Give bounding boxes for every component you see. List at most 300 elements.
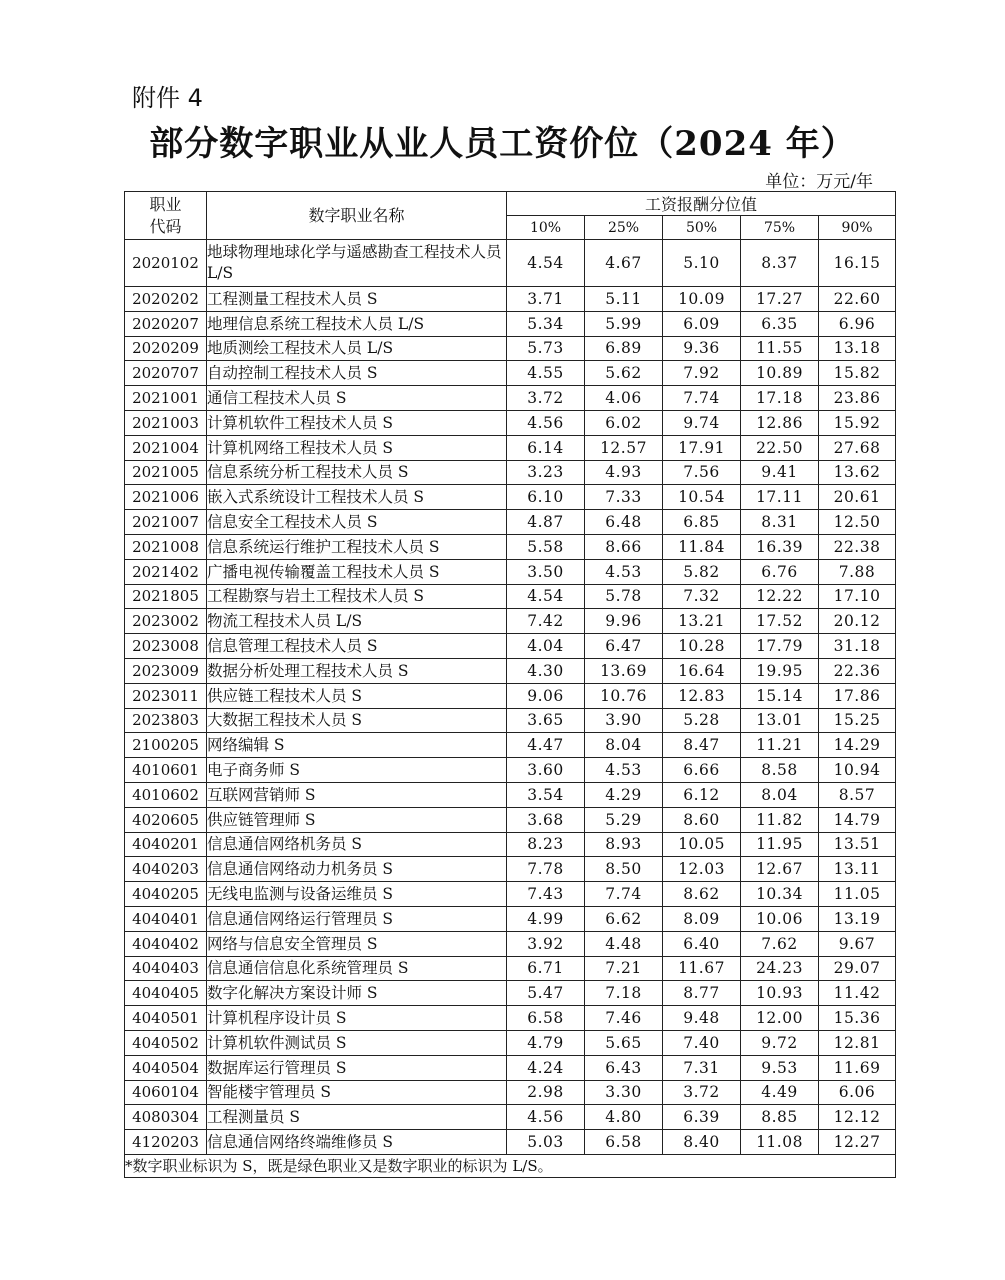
wage-p50: 8.40 [663, 1130, 741, 1155]
wage-p75: 6.35 [741, 311, 819, 336]
wage-p25: 3.30 [585, 1080, 663, 1105]
table-row [125, 882, 896, 907]
table-row [125, 708, 896, 733]
wage-p75: 9.53 [741, 1055, 819, 1080]
occupation-name: 供应链管理师 S [207, 807, 507, 832]
wage-p25: 6.62 [585, 906, 663, 931]
wage-p90: 6.96 [819, 311, 896, 336]
occupation-name: 信息通信网络机务员 S [207, 832, 507, 857]
occupation-name: 互联网营销师 S [207, 782, 507, 807]
wage-p90: 13.19 [819, 906, 896, 931]
wage-p25: 6.89 [585, 336, 663, 361]
wage-p90: 27.68 [819, 435, 896, 460]
occupation-code: 2023002 [125, 609, 207, 634]
occupation-name: 供应链工程技术人员 S [207, 683, 507, 708]
wage-p10: 3.65 [507, 708, 585, 733]
occupation-code: 2021805 [125, 584, 207, 609]
wage-p25: 6.47 [585, 634, 663, 659]
wage-p50: 8.09 [663, 906, 741, 931]
wage-p50: 9.36 [663, 336, 741, 361]
wage-p25: 5.99 [585, 311, 663, 336]
wage-p90: 14.29 [819, 733, 896, 758]
occupation-name: 电子商务师 S [207, 758, 507, 783]
occupation-code: 2021004 [125, 435, 207, 460]
table-row [125, 287, 896, 312]
wage-p25: 5.78 [585, 584, 663, 609]
table-row [125, 240, 896, 287]
occupation-name: 嵌入式系统设计工程技术人员 S [207, 485, 507, 510]
wage-p50: 13.21 [663, 609, 741, 634]
table-row [125, 634, 896, 659]
wage-p25: 6.48 [585, 510, 663, 535]
table-row [125, 1080, 896, 1105]
occupation-code: 2021003 [125, 410, 207, 435]
occupation-name: 信息通信信息化系统管理员 S [207, 956, 507, 981]
wage-p75: 8.31 [741, 510, 819, 535]
wage-p50: 6.09 [663, 311, 741, 336]
wage-p25: 4.29 [585, 782, 663, 807]
wage-p90: 9.67 [819, 931, 896, 956]
unit-label: 单位：万元/年 [765, 172, 873, 192]
wage-p50: 8.62 [663, 882, 741, 907]
wage-p25: 7.33 [585, 485, 663, 510]
occupation-name: 通信工程技术人员 S [207, 386, 507, 411]
wage-p10: 5.03 [507, 1130, 585, 1155]
occupation-name: 地球物理地球化学与遥感勘查工程技术人员 L/S [207, 240, 507, 287]
table-row [125, 683, 896, 708]
wage-p90: 20.61 [819, 485, 896, 510]
wage-p90: 11.05 [819, 882, 896, 907]
wage-p10: 5.58 [507, 534, 585, 559]
wage-p25: 4.06 [585, 386, 663, 411]
wage-p50: 7.40 [663, 1030, 741, 1055]
table-row [125, 1055, 896, 1080]
wage-p75: 12.86 [741, 410, 819, 435]
wage-p75: 17.27 [741, 287, 819, 312]
wage-p50: 10.54 [663, 485, 741, 510]
header-code: 职业 代码 [125, 192, 207, 240]
wage-p90: 8.57 [819, 782, 896, 807]
table-row [125, 435, 896, 460]
wage-p10: 5.34 [507, 311, 585, 336]
occupation-name: 地质测绘工程技术人员 L/S [207, 336, 507, 361]
wage-p10: 6.10 [507, 485, 585, 510]
header-p10: 10% [507, 216, 585, 240]
wage-p50: 7.56 [663, 460, 741, 485]
table-row [125, 1130, 896, 1155]
table-row [125, 361, 896, 386]
table-row [125, 807, 896, 832]
occupation-code: 4040403 [125, 956, 207, 981]
table-row [125, 1105, 896, 1130]
occupation-name: 地理信息系统工程技术人员 L/S [207, 311, 507, 336]
wage-p50: 12.83 [663, 683, 741, 708]
wage-p75: 10.06 [741, 906, 819, 931]
attachment-label: 附件 4 [132, 84, 203, 112]
wage-p10: 4.04 [507, 634, 585, 659]
occupation-code: 4040205 [125, 882, 207, 907]
wage-p25: 7.74 [585, 882, 663, 907]
wage-p25: 6.43 [585, 1055, 663, 1080]
wage-p25: 12.57 [585, 435, 663, 460]
wage-p90: 17.10 [819, 584, 896, 609]
wage-p50: 10.09 [663, 287, 741, 312]
occupation-name: 网络编辑 S [207, 733, 507, 758]
wage-p50: 6.66 [663, 758, 741, 783]
occupation-name: 计算机程序设计员 S [207, 1006, 507, 1031]
occupation-code: 2023011 [125, 683, 207, 708]
table-row [125, 733, 896, 758]
header-percentile-group: 工资报酬分位值 [507, 192, 896, 216]
wage-p25: 10.76 [585, 683, 663, 708]
wage-p10: 4.99 [507, 906, 585, 931]
occupation-name: 自动控制工程技术人员 S [207, 361, 507, 386]
wage-p10: 3.54 [507, 782, 585, 807]
occupation-code: 2021005 [125, 460, 207, 485]
wage-p10: 3.60 [507, 758, 585, 783]
wage-p75: 9.41 [741, 460, 819, 485]
table-row [125, 782, 896, 807]
occupation-code: 4040201 [125, 832, 207, 857]
wage-p75: 17.18 [741, 386, 819, 411]
wage-p75: 24.23 [741, 956, 819, 981]
wage-p10: 4.54 [507, 240, 585, 287]
wage-p25: 6.58 [585, 1130, 663, 1155]
wage-p50: 16.64 [663, 658, 741, 683]
wage-p25: 8.50 [585, 857, 663, 882]
wage-p90: 12.50 [819, 510, 896, 535]
occupation-code: 2021008 [125, 534, 207, 559]
wage-p75: 10.93 [741, 981, 819, 1006]
wage-p90: 15.36 [819, 1006, 896, 1031]
wage-p75: 17.11 [741, 485, 819, 510]
occupation-name: 工程测量员 S [207, 1105, 507, 1130]
wage-p75: 8.58 [741, 758, 819, 783]
wage-p10: 4.30 [507, 658, 585, 683]
table-footnote: *数字职业标识为 S，既是绿色职业又是数字职业的标识为 L/S。 [125, 1154, 896, 1177]
wage-p50: 6.39 [663, 1105, 741, 1130]
wage-p90: 13.18 [819, 336, 896, 361]
wage-p25: 3.90 [585, 708, 663, 733]
wage-p75: 9.72 [741, 1030, 819, 1055]
wage-p10: 4.54 [507, 584, 585, 609]
table-row [125, 981, 896, 1006]
wage-p50: 5.10 [663, 240, 741, 287]
wage-p50: 11.84 [663, 534, 741, 559]
wage-p25: 5.65 [585, 1030, 663, 1055]
table-row [125, 906, 896, 931]
wage-p10: 4.55 [507, 361, 585, 386]
wage-p25: 4.67 [585, 240, 663, 287]
occupation-name: 信息通信网络运行管理员 S [207, 906, 507, 931]
wage-p90: 13.62 [819, 460, 896, 485]
wage-p25: 4.93 [585, 460, 663, 485]
occupation-name: 网络与信息安全管理员 S [207, 931, 507, 956]
wage-p90: 15.82 [819, 361, 896, 386]
wage-p90: 15.25 [819, 708, 896, 733]
occupation-code: 4040401 [125, 906, 207, 931]
table-row [125, 460, 896, 485]
wage-p50: 6.40 [663, 931, 741, 956]
wage-p10: 8.23 [507, 832, 585, 857]
occupation-code: 2020707 [125, 361, 207, 386]
wage-p10: 7.42 [507, 609, 585, 634]
wage-p25: 4.53 [585, 758, 663, 783]
wage-p75: 12.22 [741, 584, 819, 609]
occupation-code: 4040504 [125, 1055, 207, 1080]
wage-p10: 7.43 [507, 882, 585, 907]
wage-p75: 8.04 [741, 782, 819, 807]
wage-p50: 8.77 [663, 981, 741, 1006]
wage-p10: 5.73 [507, 336, 585, 361]
occupation-code: 2020102 [125, 240, 207, 287]
wage-p75: 11.08 [741, 1130, 819, 1155]
wage-p50: 7.74 [663, 386, 741, 411]
wage-p75: 12.00 [741, 1006, 819, 1031]
wage-p75: 11.95 [741, 832, 819, 857]
occupation-code: 2021001 [125, 386, 207, 411]
wage-p90: 13.51 [819, 832, 896, 857]
occupation-name: 工程勘察与岩土工程技术人员 S [207, 584, 507, 609]
occupation-name: 无线电监测与设备运维员 S [207, 882, 507, 907]
wage-p90: 22.38 [819, 534, 896, 559]
table-row [125, 609, 896, 634]
occupation-name: 信息安全工程技术人员 S [207, 510, 507, 535]
wage-p25: 5.29 [585, 807, 663, 832]
wage-p90: 12.81 [819, 1030, 896, 1055]
wage-p25: 5.11 [585, 287, 663, 312]
occupation-name: 信息通信网络终端维修员 S [207, 1130, 507, 1155]
wage-p90: 7.88 [819, 559, 896, 584]
wage-p10: 9.06 [507, 683, 585, 708]
wage-p90: 23.86 [819, 386, 896, 411]
wage-p25: 9.96 [585, 609, 663, 634]
wage-p25: 7.46 [585, 1006, 663, 1031]
wage-p50: 5.28 [663, 708, 741, 733]
wage-p75: 17.52 [741, 609, 819, 634]
occupation-code: 2023008 [125, 634, 207, 659]
occupation-code: 2021006 [125, 485, 207, 510]
wage-p90: 22.36 [819, 658, 896, 683]
wage-p90: 6.06 [819, 1080, 896, 1105]
wage-p50: 7.92 [663, 361, 741, 386]
occupation-code: 4010602 [125, 782, 207, 807]
occupation-name: 大数据工程技术人员 S [207, 708, 507, 733]
wage-p50: 3.72 [663, 1080, 741, 1105]
occupation-name: 信息通信网络动力机务员 S [207, 857, 507, 882]
occupation-code: 4040501 [125, 1006, 207, 1031]
table-row [125, 584, 896, 609]
wage-p10: 4.79 [507, 1030, 585, 1055]
wage-p75: 8.85 [741, 1105, 819, 1130]
wage-table [124, 191, 896, 1178]
wage-p90: 12.27 [819, 1130, 896, 1155]
table-row [125, 832, 896, 857]
wage-p50: 7.31 [663, 1055, 741, 1080]
wage-p50: 12.03 [663, 857, 741, 882]
wage-p75: 17.79 [741, 634, 819, 659]
wage-p90: 11.69 [819, 1055, 896, 1080]
wage-p75: 19.95 [741, 658, 819, 683]
occupation-code: 4080304 [125, 1105, 207, 1130]
wage-p25: 8.66 [585, 534, 663, 559]
wage-p50: 7.32 [663, 584, 741, 609]
wage-p10: 6.14 [507, 435, 585, 460]
occupation-code: 2100205 [125, 733, 207, 758]
wage-p10: 4.47 [507, 733, 585, 758]
wage-p10: 7.78 [507, 857, 585, 882]
wage-p50: 9.48 [663, 1006, 741, 1031]
wage-p75: 4.49 [741, 1080, 819, 1105]
wage-p25: 7.18 [585, 981, 663, 1006]
wage-p10: 2.98 [507, 1080, 585, 1105]
wage-p50: 6.12 [663, 782, 741, 807]
wage-p50: 8.47 [663, 733, 741, 758]
table-row [125, 1030, 896, 1055]
wage-p25: 6.02 [585, 410, 663, 435]
wage-p90: 29.07 [819, 956, 896, 981]
occupation-code: 4040502 [125, 1030, 207, 1055]
occupation-code: 4040405 [125, 981, 207, 1006]
wage-p25: 4.48 [585, 931, 663, 956]
table-row [125, 956, 896, 981]
wage-p90: 13.11 [819, 857, 896, 882]
wage-p90: 20.12 [819, 609, 896, 634]
wage-p75: 12.67 [741, 857, 819, 882]
header-p90: 90% [819, 216, 896, 240]
wage-p10: 3.23 [507, 460, 585, 485]
occupation-code: 4120203 [125, 1130, 207, 1155]
occupation-name: 数据库运行管理员 S [207, 1055, 507, 1080]
occupation-code: 2021007 [125, 510, 207, 535]
wage-p75: 13.01 [741, 708, 819, 733]
header-p25: 25% [585, 216, 663, 240]
wage-p90: 22.60 [819, 287, 896, 312]
wage-p90: 14.79 [819, 807, 896, 832]
occupation-code: 4010601 [125, 758, 207, 783]
wage-p25: 8.04 [585, 733, 663, 758]
wage-p75: 11.55 [741, 336, 819, 361]
wage-p90: 16.15 [819, 240, 896, 287]
wage-p10: 5.47 [507, 981, 585, 1006]
header-p50: 50% [663, 216, 741, 240]
table-row [125, 758, 896, 783]
wage-p75: 11.82 [741, 807, 819, 832]
occupation-name: 计算机软件工程技术人员 S [207, 410, 507, 435]
occupation-code: 2020202 [125, 287, 207, 312]
wage-p75: 15.14 [741, 683, 819, 708]
wage-p75: 6.76 [741, 559, 819, 584]
wage-p75: 16.39 [741, 534, 819, 559]
occupation-code: 4040203 [125, 857, 207, 882]
wage-p75: 11.21 [741, 733, 819, 758]
occupation-name: 计算机网络工程技术人员 S [207, 435, 507, 460]
wage-p10: 3.71 [507, 287, 585, 312]
occupation-code: 2020209 [125, 336, 207, 361]
occupation-name: 信息系统运行维护工程技术人员 S [207, 534, 507, 559]
wage-p10: 3.68 [507, 807, 585, 832]
wage-p50: 6.85 [663, 510, 741, 535]
wage-p50: 10.05 [663, 832, 741, 857]
table-row [125, 510, 896, 535]
occupation-name: 计算机软件测试员 S [207, 1030, 507, 1055]
occupation-name: 信息系统分析工程技术人员 S [207, 460, 507, 485]
table-row [125, 658, 896, 683]
table-row [125, 311, 896, 336]
occupation-name: 广播电视传输覆盖工程技术人员 S [207, 559, 507, 584]
wage-p75: 7.62 [741, 931, 819, 956]
wage-p25: 5.62 [585, 361, 663, 386]
wage-p25: 4.53 [585, 559, 663, 584]
wage-p90: 10.94 [819, 758, 896, 783]
table-body [125, 240, 896, 1155]
wage-p25: 4.80 [585, 1105, 663, 1130]
wage-p50: 11.67 [663, 956, 741, 981]
wage-p75: 10.34 [741, 882, 819, 907]
wage-p10: 3.50 [507, 559, 585, 584]
wage-p10: 4.87 [507, 510, 585, 535]
occupation-name: 智能楼宇管理员 S [207, 1080, 507, 1105]
table-row [125, 559, 896, 584]
wage-p10: 4.56 [507, 1105, 585, 1130]
wage-p75: 8.37 [741, 240, 819, 287]
wage-p90: 17.86 [819, 683, 896, 708]
wage-p90: 31.18 [819, 634, 896, 659]
wage-p50: 5.82 [663, 559, 741, 584]
table-row [125, 336, 896, 361]
table-row [125, 931, 896, 956]
occupation-code: 4020605 [125, 807, 207, 832]
occupation-name: 数据分析处理工程技术人员 S [207, 658, 507, 683]
wage-p75: 10.89 [741, 361, 819, 386]
header-p75: 75% [741, 216, 819, 240]
wage-p10: 6.58 [507, 1006, 585, 1031]
occupation-name: 工程测量工程技术人员 S [207, 287, 507, 312]
table-row [125, 485, 896, 510]
page-title: 部分数字职业从业人员工资价位（2024 年） [149, 124, 856, 164]
occupation-code: 2023009 [125, 658, 207, 683]
wage-p75: 22.50 [741, 435, 819, 460]
occupation-code: 2023803 [125, 708, 207, 733]
table-row [125, 534, 896, 559]
wage-p50: 17.91 [663, 435, 741, 460]
wage-p10: 3.92 [507, 931, 585, 956]
occupation-name: 信息管理工程技术人员 S [207, 634, 507, 659]
wage-p25: 8.93 [585, 832, 663, 857]
wage-p50: 8.60 [663, 807, 741, 832]
wage-p50: 10.28 [663, 634, 741, 659]
wage-p50: 9.74 [663, 410, 741, 435]
occupation-code: 2021402 [125, 559, 207, 584]
wage-p10: 3.72 [507, 386, 585, 411]
wage-p10: 6.71 [507, 956, 585, 981]
header-name: 数字职业名称 [207, 192, 507, 240]
wage-p25: 7.21 [585, 956, 663, 981]
table-row [125, 1006, 896, 1031]
wage-p90: 15.92 [819, 410, 896, 435]
wage-p90: 11.42 [819, 981, 896, 1006]
occupation-name: 物流工程技术人员 L/S [207, 609, 507, 634]
wage-p10: 4.56 [507, 410, 585, 435]
occupation-name: 数字化解决方案设计师 S [207, 981, 507, 1006]
table-row [125, 410, 896, 435]
table-row [125, 857, 896, 882]
table-row [125, 386, 896, 411]
wage-p90: 12.12 [819, 1105, 896, 1130]
wage-p10: 4.24 [507, 1055, 585, 1080]
occupation-code: 4060104 [125, 1080, 207, 1105]
occupation-code: 4040402 [125, 931, 207, 956]
